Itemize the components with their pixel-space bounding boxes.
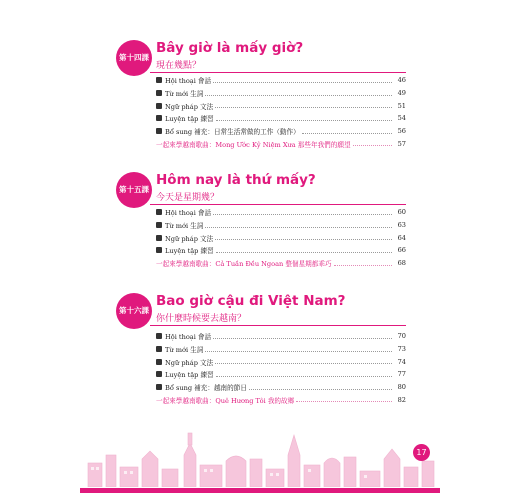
toc-entry-page: 74 <box>397 357 406 366</box>
toc-entry-label: Hội thoại 會話 <box>165 209 212 218</box>
lesson-subtitle: 現在幾點？ <box>156 61 202 71</box>
square-bullet-icon <box>156 115 162 121</box>
toc-entry[interactable] <box>156 99 406 112</box>
square-bullet-icon <box>156 77 162 83</box>
toc-entries <box>156 74 406 150</box>
toc-entry-label: Luyện tập 練習 <box>165 247 214 256</box>
toc-entry-label: Từ mới 生詞 <box>165 346 204 355</box>
toc-entry-page: 63 <box>397 221 406 230</box>
toc-entry[interactable] <box>156 355 406 368</box>
toc-entry-page: 73 <box>397 345 406 354</box>
dot-leader <box>213 214 392 215</box>
lesson-subtitle: 今天是星期幾？ <box>156 193 220 203</box>
dot-leader <box>216 376 392 377</box>
toc-entry-label: 一起來學越南歌曲：Quê Hương Tôi 我的故鄉 <box>156 396 295 405</box>
toc-entry[interactable] <box>156 244 406 257</box>
toc-entry-page: 54 <box>397 114 406 123</box>
dot-leader <box>205 227 392 228</box>
toc-entry-label: 一起來學越南歌曲：Cả Tuần Đều Ngoan 整個星期都乖巧 <box>156 260 332 269</box>
toc-entry-page: 77 <box>397 370 406 379</box>
lesson-badge: 第十五課 <box>116 172 152 208</box>
toc-entry[interactable] <box>156 330 406 343</box>
square-bullet-icon <box>156 209 162 215</box>
toc-song-entry[interactable] <box>156 137 406 150</box>
dot-leader <box>216 120 392 121</box>
toc-entry-page: 82 <box>397 395 406 404</box>
toc-entry-page: 57 <box>397 139 406 148</box>
toc-entry-label: Bổ sung 補充：日常生活常做的工作（動作） <box>165 128 300 137</box>
toc-entry-page: 64 <box>397 233 406 242</box>
toc-entry[interactable] <box>156 219 406 232</box>
dot-leader <box>216 252 392 253</box>
square-bullet-icon <box>156 235 162 241</box>
toc-entry[interactable] <box>156 74 406 87</box>
toc-entry-label: Luyện tập 練習 <box>165 371 214 380</box>
dot-leader <box>215 239 392 240</box>
lesson-title: Hôm nay là thứ mấy? <box>156 172 316 188</box>
toc-entry-page: 80 <box>397 383 406 392</box>
toc-entries <box>156 330 406 406</box>
square-bullet-icon <box>156 371 162 377</box>
toc-entry-label: Từ mới 生詞 <box>165 222 204 231</box>
toc-entry[interactable] <box>156 112 406 125</box>
square-bullet-icon <box>156 90 162 96</box>
toc-entry-page: 51 <box>397 101 406 110</box>
square-bullet-icon <box>156 346 162 352</box>
lesson-badge: 第十四課 <box>116 40 152 76</box>
square-bullet-icon <box>156 359 162 365</box>
dot-leader <box>213 82 392 83</box>
dot-leader <box>213 338 392 339</box>
lesson-title: Bây giờ là mấy giờ? <box>156 40 304 56</box>
dot-leader <box>205 95 392 96</box>
toc-entry-label: Ngữ pháp 文法 <box>165 234 214 243</box>
toc-entry-label: Hội thoại 會話 <box>165 333 212 342</box>
lesson-badge: 第十六課 <box>116 293 152 329</box>
toc-entry-page: 56 <box>397 127 406 136</box>
square-bullet-icon <box>156 103 162 109</box>
toc-entry-page: 66 <box>397 246 406 255</box>
toc-entry[interactable] <box>156 87 406 100</box>
toc-entry[interactable] <box>156 125 406 138</box>
toc-entry-page: 60 <box>397 208 406 217</box>
toc-entry-label: Từ mới 生詞 <box>165 90 204 99</box>
square-bullet-icon <box>156 333 162 339</box>
toc-entry-label: Ngữ pháp 文法 <box>165 358 214 367</box>
dot-leader <box>296 401 392 402</box>
toc-entry-page: 70 <box>397 332 406 341</box>
toc-entry[interactable] <box>156 343 406 356</box>
toc-entry-page: 49 <box>397 89 406 98</box>
square-bullet-icon <box>156 247 162 253</box>
city-skyline-illustration <box>80 425 440 487</box>
title-rule <box>150 325 406 326</box>
toc-entries <box>156 206 406 269</box>
lesson-title: Bao giờ cậu đi Việt Nam? <box>156 293 346 309</box>
dot-leader <box>353 145 392 146</box>
toc-entry-label: Hội thoại 會話 <box>165 77 212 86</box>
dot-leader <box>205 351 392 352</box>
toc-entry[interactable] <box>156 231 406 244</box>
toc-entry[interactable] <box>156 381 406 394</box>
toc-entry-page: 46 <box>397 76 406 85</box>
toc-entry-page: 68 <box>397 259 406 268</box>
page-number: 17 <box>413 444 430 461</box>
toc-entry-label: Bổ sung 補充：越南的節日 <box>165 384 247 393</box>
square-bullet-icon <box>156 384 162 390</box>
square-bullet-icon <box>156 128 162 134</box>
toc-entry-label: 一起來學越南歌曲：Mong Ước Kỷ Niệm Xưa 那些年我們的願望 <box>156 140 351 149</box>
toc-entry[interactable] <box>156 206 406 219</box>
toc-song-entry[interactable] <box>156 393 406 406</box>
title-rule <box>150 72 406 73</box>
square-bullet-icon <box>156 222 162 228</box>
toc-entry[interactable] <box>156 368 406 381</box>
dot-leader <box>249 389 392 390</box>
bottom-accent-bar <box>80 488 440 493</box>
dot-leader <box>215 363 392 364</box>
toc-entry-label: Ngữ pháp 文法 <box>165 102 214 111</box>
dot-leader <box>302 133 392 134</box>
lesson-subtitle: 你什麼時候要去越南？ <box>156 314 247 324</box>
dot-leader <box>215 107 392 108</box>
dot-leader <box>334 265 392 266</box>
toc-entry-label: Luyện tập 練習 <box>165 115 214 124</box>
toc-song-entry[interactable] <box>156 257 406 270</box>
title-rule <box>150 204 406 205</box>
